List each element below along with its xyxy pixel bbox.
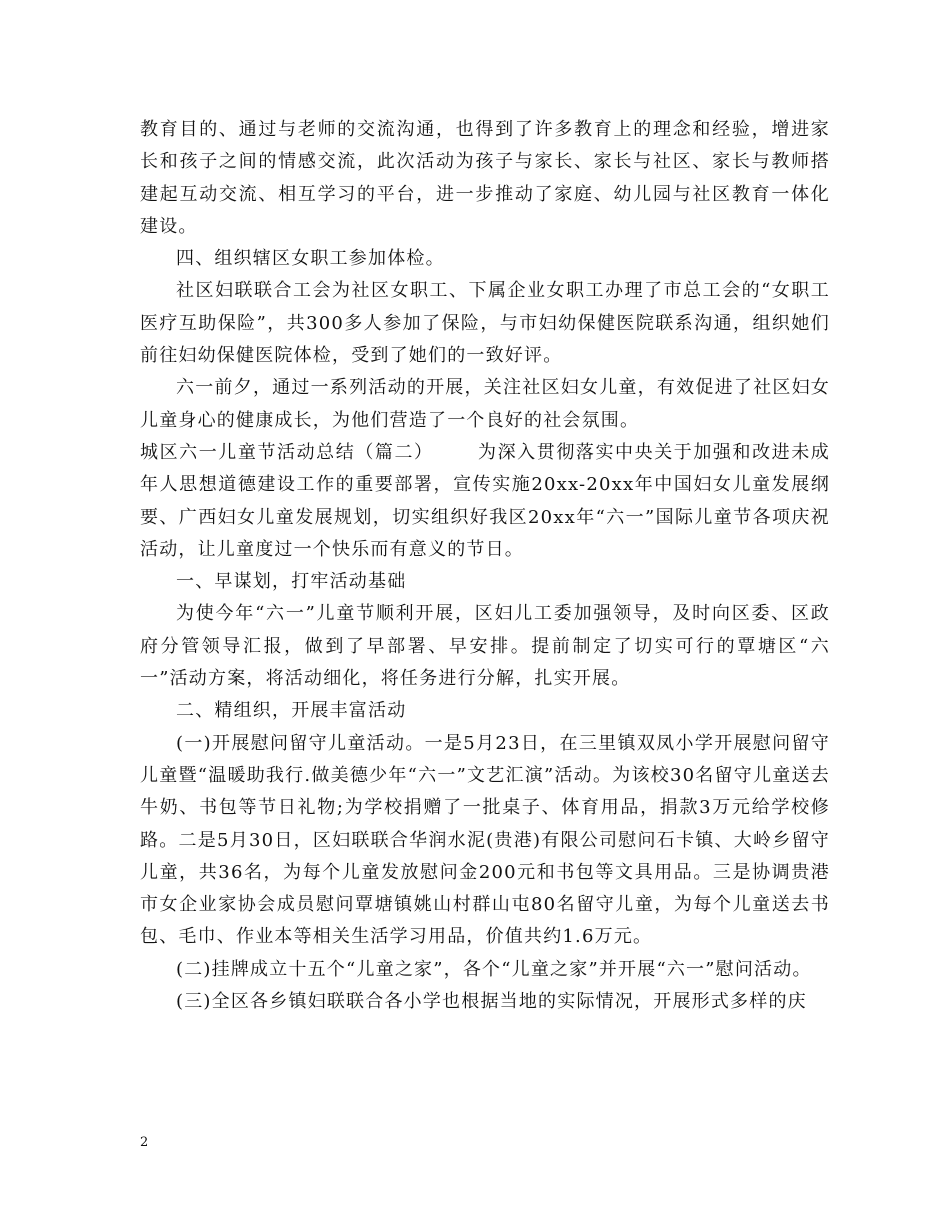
page-number: 2 xyxy=(140,1135,149,1150)
section-heading: 一、早谋划，打牢活动基础 xyxy=(176,571,407,593)
paragraph: (二)挂牌成立十五个“儿童之家”，各个“儿童之家”并开展“六一”慰问活动。 xyxy=(176,958,812,980)
paragraph-with-title xyxy=(140,437,830,566)
paragraph: (三)全区各乡镇妇联联合各小学也根据当地的实际情况，开展形式多样的庆 xyxy=(176,991,807,1013)
section-heading: 四、组织辖区女职工参加体检。 xyxy=(176,248,445,270)
article-intro: 为深入贯彻落实中央关于加强和改进未成年人思想道德建设工作的重要部署，宣传实施20xx-20xx年中国妇女儿童发展纲要、广西妇女儿童发展规划，切实组织好我区20xx年“六一”国际儿童节各项庆祝活动，让儿童度过一个快乐而有意义的节日。 xyxy=(140,441,830,560)
section-heading: 二、精组织，开展丰富活动 xyxy=(176,700,407,722)
document-body xyxy=(140,114,830,1018)
paragraph: 为使今年“六一”儿童节顺利开展，区妇儿工委加强领导，及时向区委、区政府分管领导汇报，做到了早部署、早安排。提前制定了切实可行的覃塘区“六一”活动方案，将活动细化，将任务进行分解，扎实开展。 xyxy=(140,603,830,690)
paragraph: 六一前夕，通过一系列活动的开展，关注社区妇女儿童，有效促进了社区妇女儿童身心的健康成长，为他们营造了一个良好的社会氛围。 xyxy=(140,377,830,431)
paragraph: 社区妇联联合工会为社区女职工、下属企业女职工办理了市总工会的“女职工医疗互助保险”，共300多人参加了保险，与市妇幼保健医院联系沟通，组织她们前往妇幼保健医院体检，受到了她们的一致好评。 xyxy=(140,280,830,367)
paragraph: (一)开展慰问留守儿童活动。一是5月23日，在三里镇双凤小学开展慰问留守儿童暨“温暖助我行.做美德少年“六一”文艺汇演”活动。为该校30名留守儿童送去牛奶、书包等节日礼物;为学校捐赠了一批桌子、体育用品，捐款3万元给学校修路。二是5月30日，区妇联联合华润水泥(贵港)有限公司慰问石卡镇、大岭乡留守儿童，共36名，为每个儿童发放慰问金200元和书包等文具用品。三是协调贵港市女企业家协会成员慰问覃塘镇姚山村群山屯80名留守儿童，为每个儿童送去书包、毛巾、作业本等相关生活学习用品，价值共约1.6万元。 xyxy=(140,732,830,948)
paragraph: 教育目的、通过与老师的交流沟通，也得到了许多教育上的理念和经验，增进家长和孩子之间的情感交流，此次活动为孩子与家长、家长与社区、家长与教师搭建起互动交流、相互学习的平台，进一步推动了家庭、幼儿园与社区教育一体化建设。 xyxy=(140,119,830,237)
article-title: 城区六一儿童节活动总结（篇二） xyxy=(140,441,434,463)
